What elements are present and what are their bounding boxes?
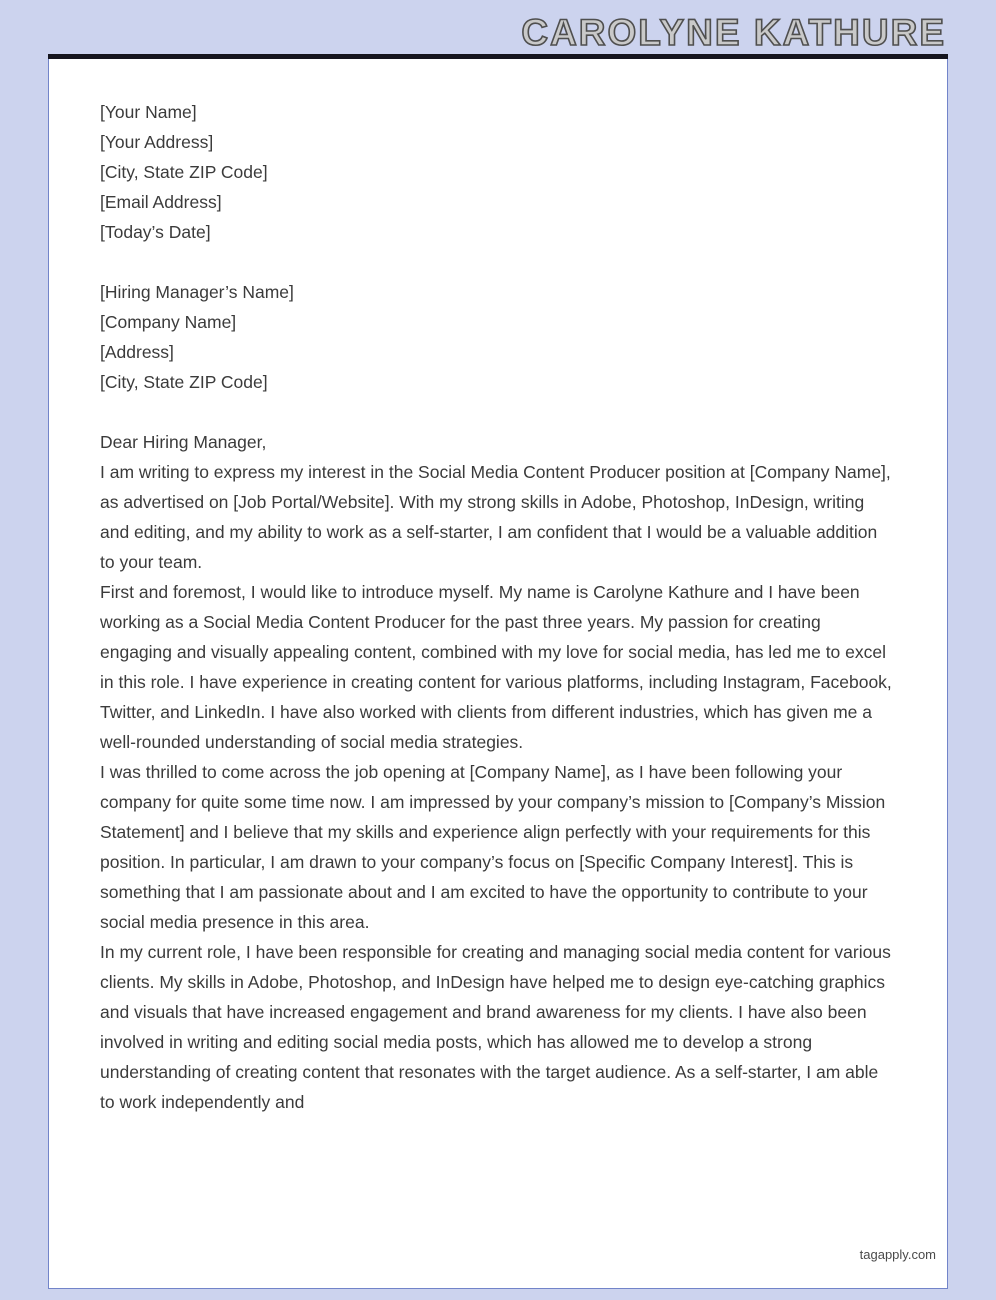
- recipient-address-line: [Address]: [100, 342, 174, 362]
- letter-paragraph-2: First and foremost, I would like to introduce myself. My name is Carolyne Kathure and I have been working as a Social Media Content Producer for the past three years. My passion for creating engaging and visually appealing content, combined with my love for social media, has led me to excel in this role. I have experience in creating content for various platforms, including Instagram, Facebook, Twitter, and LinkedIn. I have also worked with clients from different industries, which has given me a well-rounded understanding of social media strategies.: [100, 582, 892, 752]
- letter-paragraph-4: In my current role, I have been responsible for creating and managing social media content for various clients. My skills in Adobe, Photoshop, and InDesign have helped me to design eye-catching graphics and visuals that have increased engagement and brand awareness for my clients. I have also been involved in writing and editing social media posts, which has allowed me to develop a strong understanding of creating content that resonates with the target audience. As a self-starter, I am able to work independently and: [100, 942, 891, 1112]
- sender-address-block: [100, 97, 893, 247]
- sender-address-line: [Your Address]: [100, 132, 214, 152]
- recipient-company-line: [Company Name]: [100, 312, 237, 332]
- sender-date-line: [Today’s Date]: [100, 222, 211, 242]
- recipient-address-block: [100, 277, 893, 397]
- recipient-name-line: [Hiring Manager’s Name]: [100, 282, 294, 302]
- letter-page: [48, 59, 948, 1289]
- letter-content: [49, 59, 947, 1117]
- letter-paragraph-1: I am writing to express my interest in the Social Media Content Producer position at [Company Name], as advertised on [Job Portal/Website]. With my strong skills in Adobe, Photoshop, InDesign, writing and editing, and my ability to work as a self-starter, I am confident that I would be a valuable addition to your team.: [100, 462, 891, 572]
- sender-name-line: [Your Name]: [100, 102, 197, 122]
- sender-city-line: [City, State ZIP Code]: [100, 162, 268, 182]
- header-brand-name: CAROLYNE KATHURE: [521, 12, 946, 53]
- letter-paragraph-3: I was thrilled to come across the job opening at [Company Name], as I have been following your company for quite some time now. I am impressed by your company’s mission to [Company’s Mission Statement] and I believe that my skills and experience align perfectly with your requirements for this position. In particular, I am drawn to your company’s focus on [Specific Company Interest]. This is something that I am passionate about and I am excited to have the opportunity to contribute to your social media presence in this area.: [100, 762, 886, 932]
- salutation: Dear Hiring Manager,: [100, 432, 267, 452]
- watermark: tagapply.com: [859, 1247, 936, 1262]
- sender-email-line: [Email Address]: [100, 192, 222, 212]
- recipient-city-line: [City, State ZIP Code]: [100, 372, 268, 392]
